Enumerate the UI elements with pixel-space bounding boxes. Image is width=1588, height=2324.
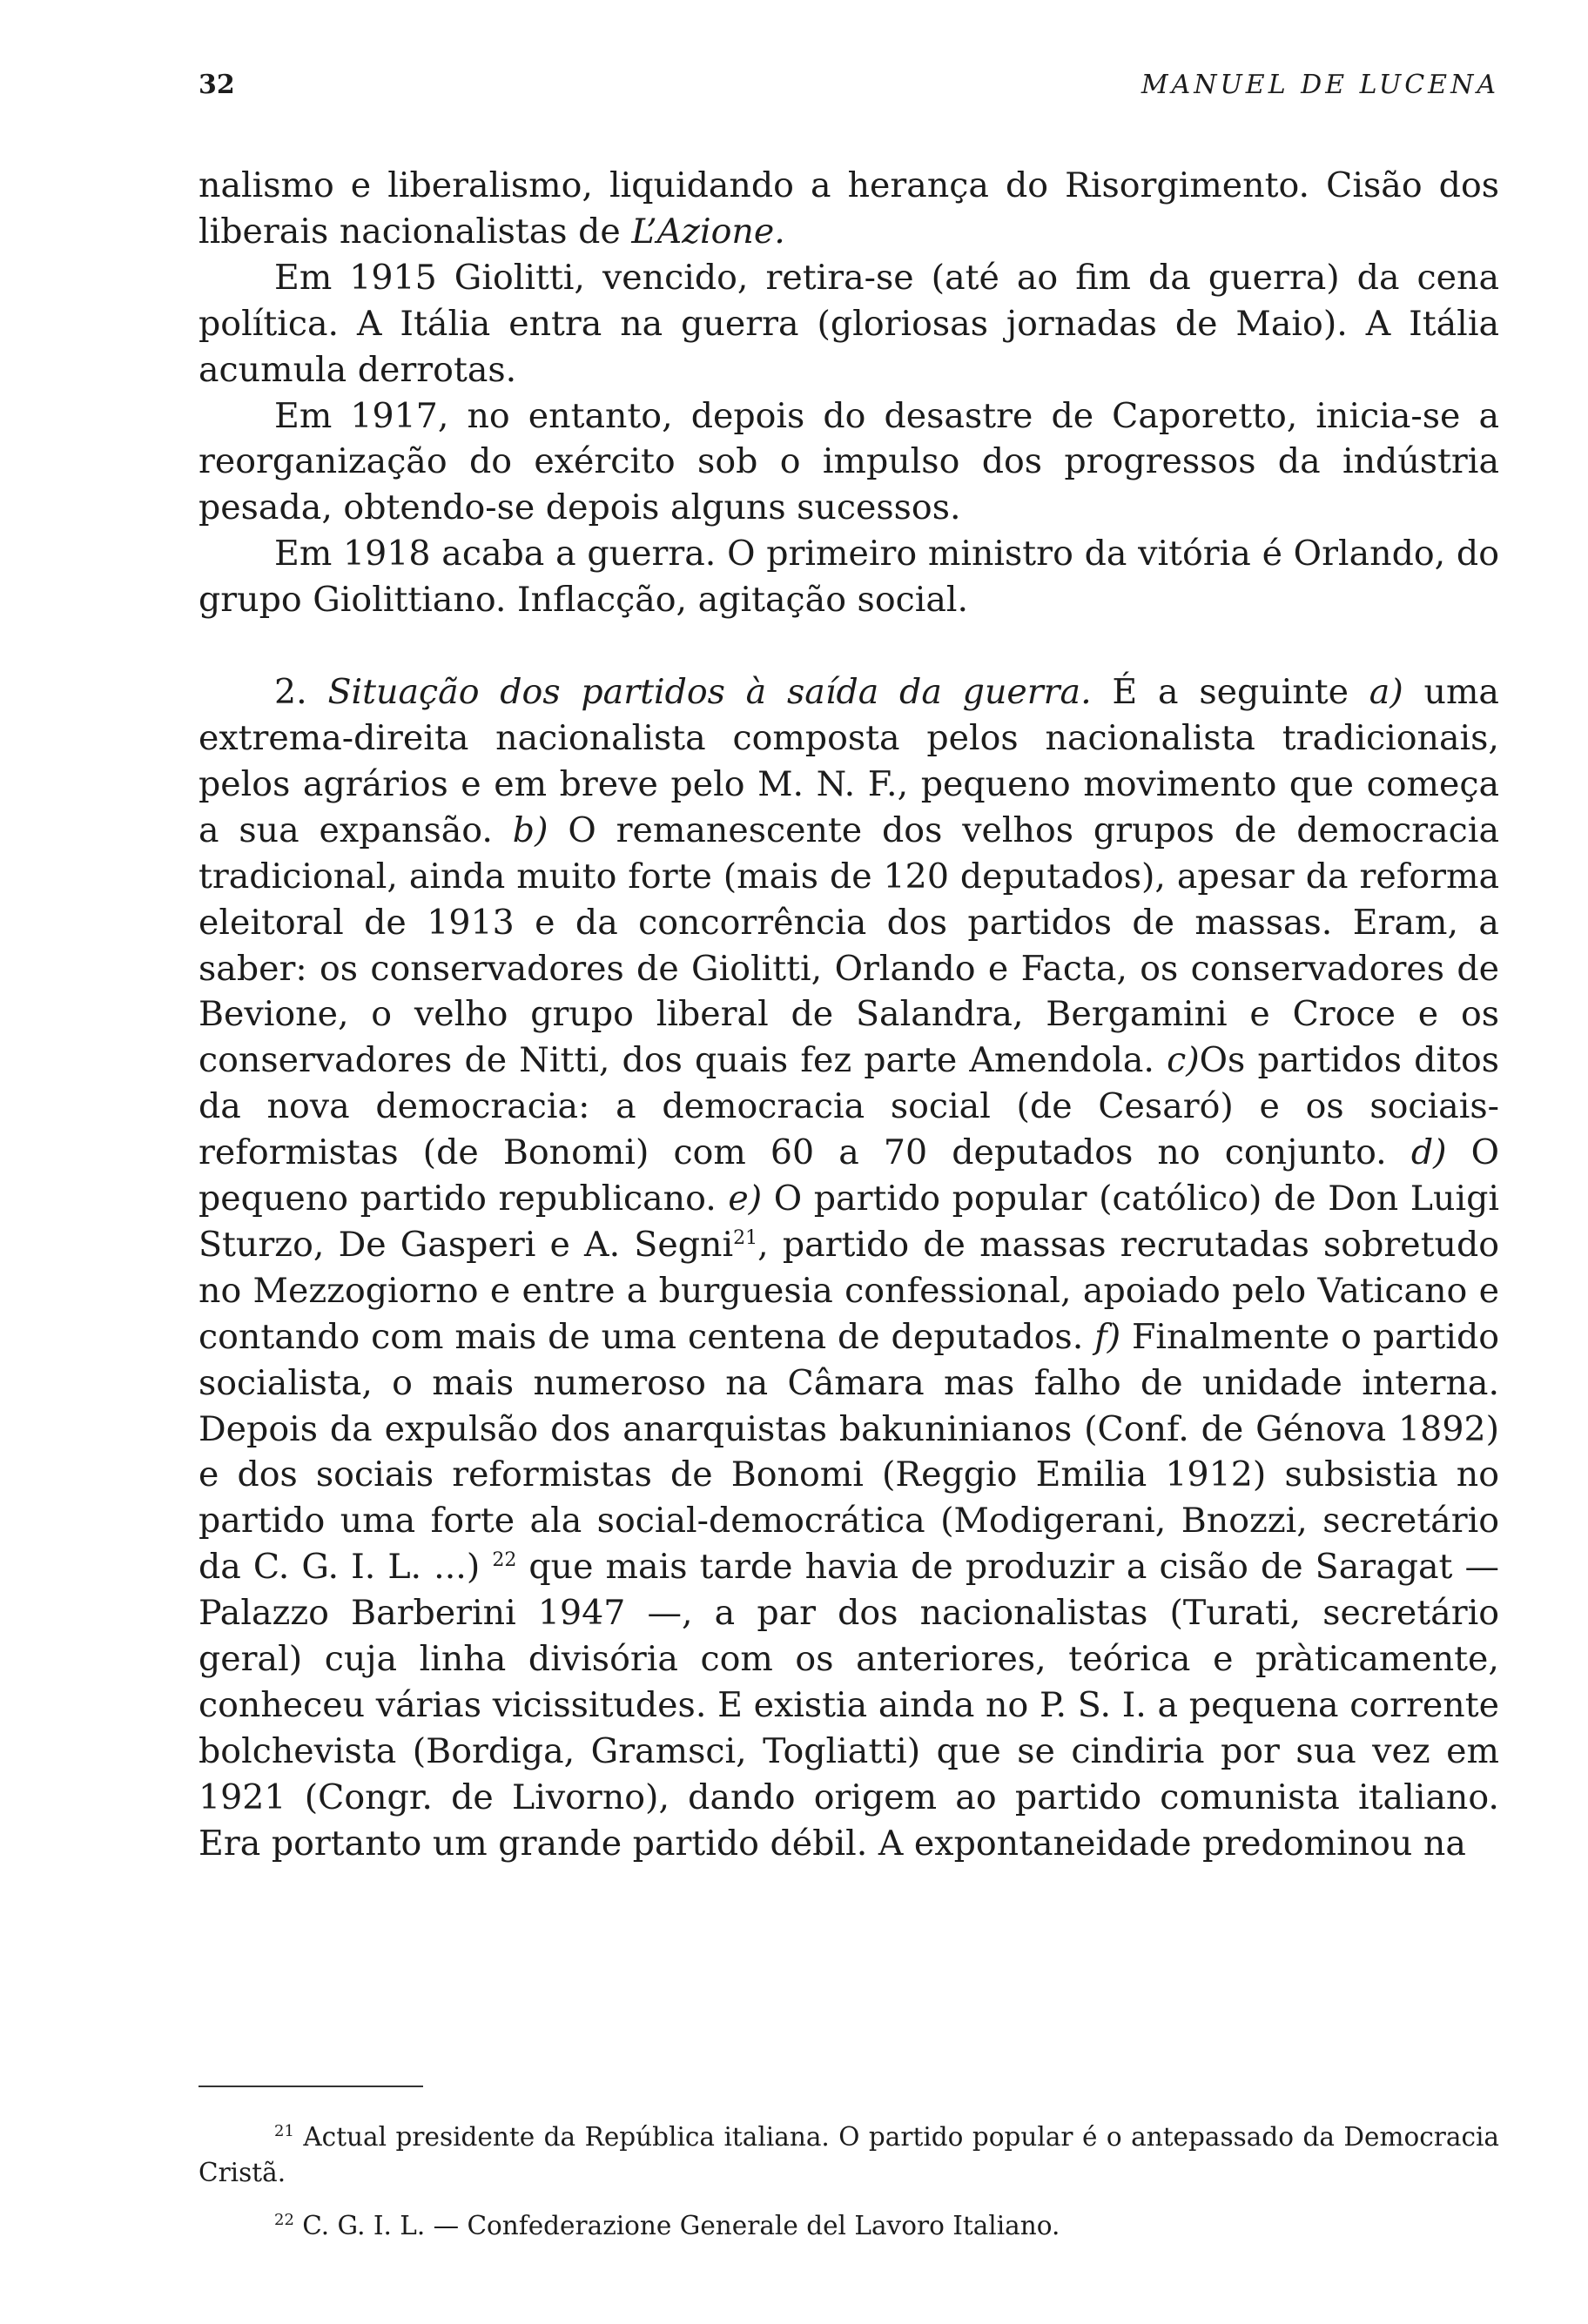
section-2-title: Situação dos partidos à saída da guerra. bbox=[327, 672, 1092, 713]
paragraph-1-text: nalismo e liberalismo, liquidando a herança do Risorgimento. Cisão dos liberais nacionalistas de bbox=[198, 165, 1499, 252]
item-c-text: Os partidos ditos da nova democracia: a democracia social (de Cesaró) e os sociais-reformistas (de Bonomi) com 60 a 70 deputados no conjunto. bbox=[198, 1040, 1500, 1173]
item-e-label: e) bbox=[728, 1179, 763, 1219]
section-2-intro: É a seguinte bbox=[1091, 672, 1369, 713]
item-f-text-1: Finalmente o partido socialista, o mais numeroso na Câmara mas falho de unidade interna. Depois da expulsão dos anarquistas bakuninianos (Conf. de Génova 1892) e dos sociais reformistas de Bonomi (Reggio Emilia 1912) subsistia no partido uma forte ala social-democrática (Modigerani, Bnozzi, secretário da C. G. I. L. ...) bbox=[198, 1316, 1500, 1588]
item-d-label: d) bbox=[1410, 1132, 1447, 1173]
footnote-22-marker: 22 bbox=[274, 2211, 294, 2230]
footnote-21-text: Actual presidente da República italiana. O partido popular é o antepassado da Democracia Cristã. bbox=[198, 2122, 1499, 2187]
paragraph-3: Em 1917, no entanto, depois do desastre de Caporetto, inicia-se a reorganização do exército sob o impulso dos progressos da indústria pesada, obtendo-se depois alguns sucessos. bbox=[198, 395, 1499, 528]
section-2-paragraph bbox=[198, 669, 1499, 1867]
item-f-text-2: que mais tarde havia de produzir a cisão de Saragat — Palazzo Barberini 1947 —, a par dos nacionalistas (Turati, secretário geral) cuja linha divisória com os anteriores, teórica e pràticamente, conheceu várias vicissitudes. E existia ainda no P. S. I. a pequena corrente bolchevista (Bordiga, Gramsci, Togliatti) que se cindiria por sua vez em 1921 (Congr. de Livorno), dando origem ao partido comunista italiano. Era portanto um grande partido débil. A expontaneidade predominou na bbox=[198, 1547, 1499, 1864]
footnotes bbox=[198, 2119, 1499, 2244]
item-e-text-1: O partido popular (católico) de Don Luigi Sturzo, De Gasperi e A. Segni bbox=[198, 1179, 1499, 1265]
item-c-label: c) bbox=[1167, 1040, 1200, 1081]
footnote-21 bbox=[198, 2119, 1499, 2191]
running-title: MANUEL DE LUCENA bbox=[1141, 70, 1499, 100]
item-d-text: O pequeno partido republicano. bbox=[198, 1132, 1499, 1219]
item-b-label: b) bbox=[512, 809, 548, 850]
paragraph-2: Em 1915 Giolitti, vencido, retira-se (até ao fim da guerra) da cena política. A Itália entra na guerra (gloriosas jornadas de Maio). A Itália acumula derrotas. bbox=[198, 257, 1499, 390]
item-a-text: uma extrema-direita nacionalista composta pelos nacionalista tradicionais, pelos agrários e em breve pelo M. N. F., pequeno movimento que começa a sua expansão. bbox=[198, 672, 1499, 850]
page-number: 32 bbox=[198, 70, 235, 100]
footnote-ref-22[interactable]: 22 bbox=[492, 1549, 517, 1572]
footnote-22-text: C. G. I. L. — Confederazione Generale del Lavoro Italiano. bbox=[293, 2211, 1060, 2240]
section-2-number: 2. bbox=[274, 672, 307, 713]
footnote-22 bbox=[198, 2208, 1499, 2244]
item-e-text-2: , partido de massas recrutadas sobretudo no Mezzogiorno e entre a burguesia confessional, apoiado pelo Vaticano e contando com mais de uma centena de deputados. bbox=[198, 1224, 1500, 1357]
item-a-label: a) bbox=[1369, 672, 1403, 713]
footnote-21-marker: 21 bbox=[274, 2122, 294, 2141]
footnote-ref-21[interactable]: 21 bbox=[733, 1226, 758, 1249]
footnote-divider bbox=[198, 2086, 423, 2087]
paragraph-4: Em 1918 acaba a guerra. O primeiro ministro da vitória é Orlando, do grupo Giolittiano. Inflacção, agitação social. bbox=[198, 534, 1499, 621]
paragraph-1 bbox=[198, 163, 1499, 255]
item-f-label: f) bbox=[1094, 1316, 1121, 1357]
body-text bbox=[198, 163, 1499, 1867]
item-b-text: O remanescente dos velhos grupos de democracia tradicional, ainda muito forte (mais de 120 deputados), apesar da reforma eleitoral de 1913 e da concorrência dos partidos de massas. Eram, a saber: os conservadores de Giolitti, Orlando e Facta, os conservadores de Bevione, o velho grupo liberal de Salandra, Bergamini e Croce e os conservadores de Nitti, dos quais fez parte Amendola. bbox=[198, 809, 1499, 1081]
paragraph-1-italic: L’Azione. bbox=[631, 211, 785, 252]
